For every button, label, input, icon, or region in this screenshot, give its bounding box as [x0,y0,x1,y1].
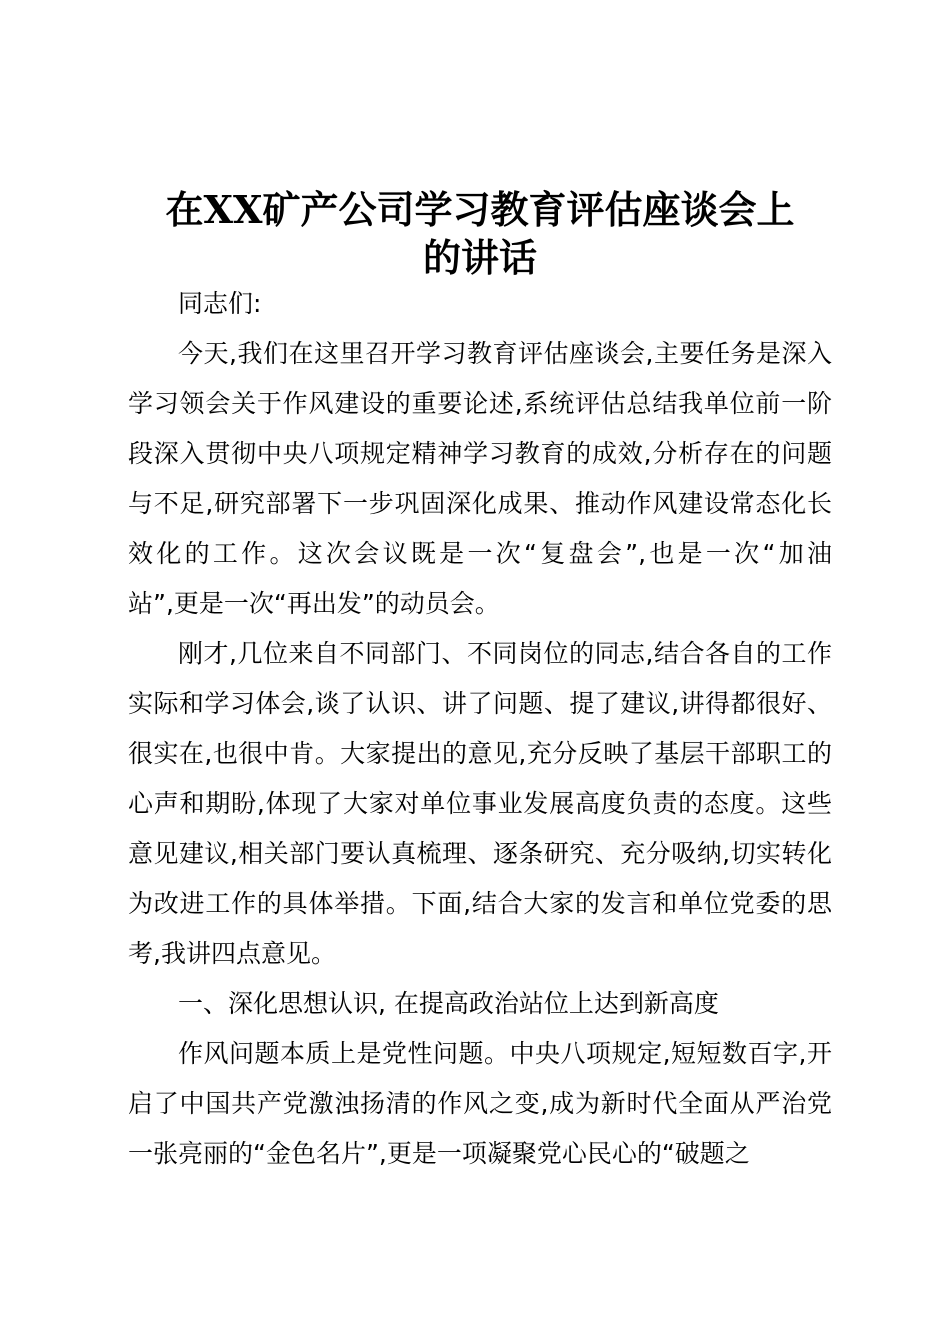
text-line: 学习领会关于作风建设的重要论述,系统评估总结我单位前一阶 [128,389,832,418]
title-line: 在XX矿产公司学习教育评估座谈会上 [165,187,795,232]
paragraph [128,629,832,979]
paragraph [128,329,832,629]
document-title [128,186,832,282]
text-line: 启了中国共产党激浊扬清的作风之变,成为新时代全面从严治党 [128,1089,832,1118]
salutation [128,279,832,329]
text-line: 考,我讲四点意见。 [128,939,336,968]
text-line: 站”,更是一次“再出发”的动员会。 [128,589,500,618]
paragraph [128,1029,832,1179]
text-line: 同志们: [178,289,262,318]
text-line: 心声和期盼,体现了大家对单位事业发展高度负责的态度。这些 [128,789,832,818]
text-line: 与不足,研究部署下一步巩固深化成果、推动作风建设常态化长 [128,489,832,518]
text-line: 意见建议,相关部门要认真梳理、逐条研究、充分吸纳,切实转化 [128,839,832,868]
text-line: 作风问题本质上是党性问题。中央八项规定,短短数百字,开 [178,1039,832,1068]
text-line: 刚才,几位来自不同部门、不同岗位的同志,结合各自的工作 [178,639,832,668]
text-line: 一、深化思想认识, 在提高政治站位上达到新高度 [178,989,719,1018]
section-heading [128,979,832,1029]
document-page [128,186,832,1179]
text-line: 段深入贯彻中央八项规定精神学习教育的成效,分析存在的问题 [128,439,832,468]
text-line: 很实在,也很中肯。大家提出的意见,充分反映了基层干部职工的 [128,739,832,768]
text-line: 效化的工作。这次会议既是一次“复盘会”,也是一次“加油 [128,539,832,568]
title-line: 的讲话 [422,235,537,280]
text-line: 一张亮丽的“金色名片”,更是一项凝聚党心民心的“破题之 [128,1139,750,1168]
text-line: 实际和学习体会,谈了认识、讲了问题、提了建议,讲得都很好、 [128,689,832,718]
document-body [128,279,832,1179]
text-line: 今天,我们在这里召开学习教育评估座谈会,主要任务是深入 [178,339,832,368]
text-line: 为改进工作的具体举措。下面,结合大家的发言和单位党委的思 [128,889,832,918]
